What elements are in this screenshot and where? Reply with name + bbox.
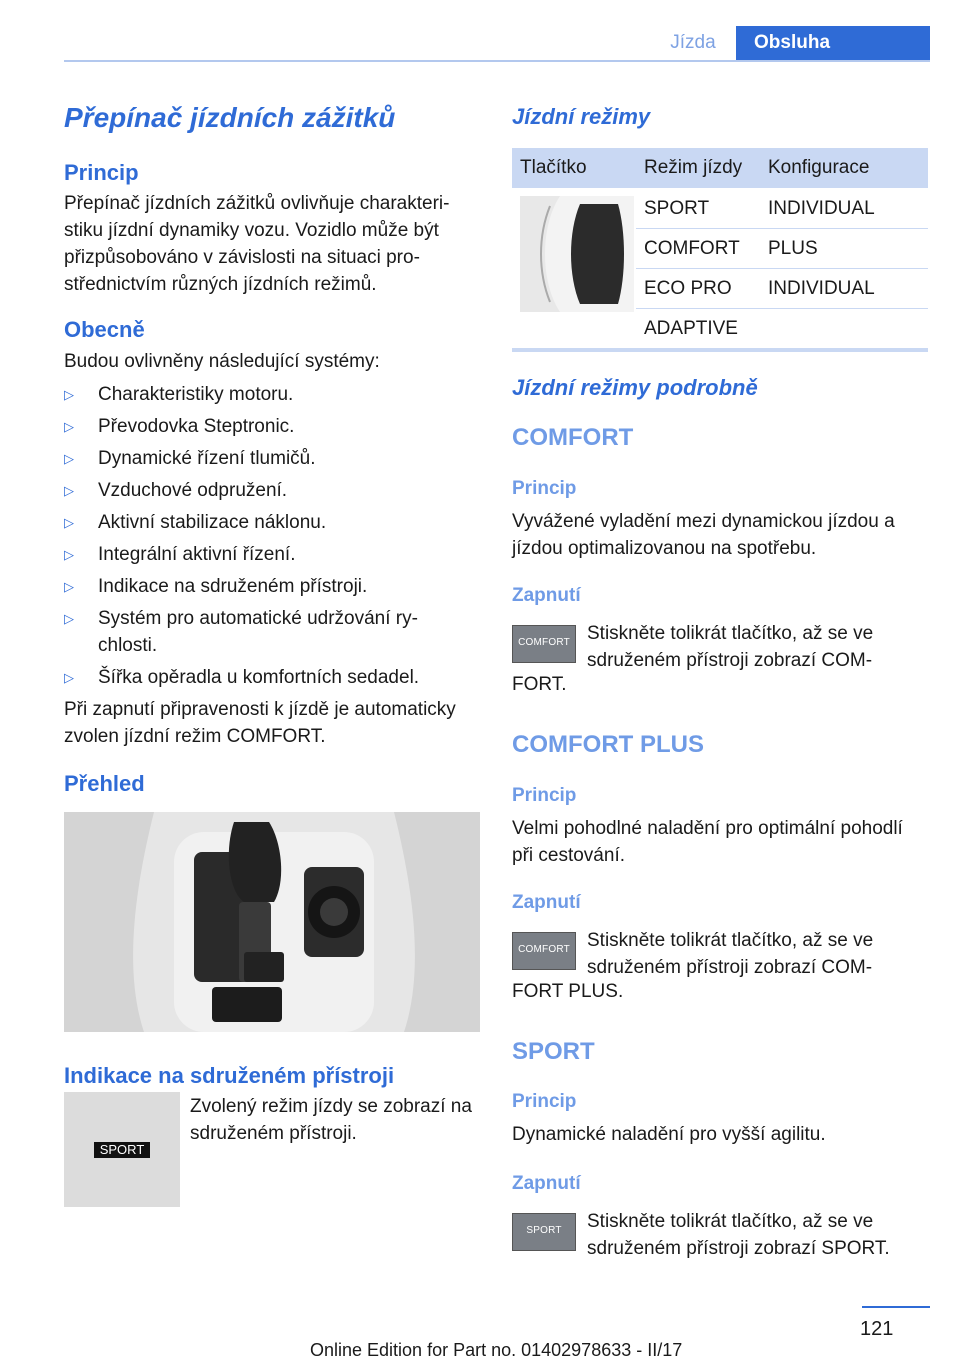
sport-display-image (64, 1092, 180, 1207)
table-cell: ECO PRO (644, 278, 732, 299)
table-cell: SPORT (644, 198, 710, 219)
table-header-cell: Tlačítko (520, 157, 587, 178)
sport-display-label: SPORT (94, 1142, 150, 1158)
table-cell: ADAPTIVE (644, 318, 738, 339)
edition-footer: Online Edition for Part no. 01402978633 - II/17 (310, 1340, 683, 1360)
sport-heading: SPORT (512, 1038, 595, 1065)
triangle-bullet-icon: ▷ (64, 387, 74, 402)
comfort-plus-button-image: COMFORT (512, 932, 576, 970)
page-number: 121 (860, 1318, 894, 1340)
triangle-bullet-icon: ▷ (64, 515, 74, 530)
triangle-bullet-icon: ▷ (64, 611, 74, 626)
comfort-zapnuti-tail: FORT. (512, 674, 567, 695)
triangle-bullet-icon: ▷ (64, 451, 74, 466)
comfort-plus-heading: COMFORT PLUS (512, 731, 704, 758)
indikace-heading: Indikace na sdruženém přístroji (64, 1063, 395, 1088)
header-divider (64, 60, 930, 62)
triangle-bullet-icon: ▷ (64, 579, 74, 594)
table-divider (636, 228, 928, 229)
comfort-princip-heading: Princip (512, 478, 577, 499)
page-title: Přepínač jízdních zážitků (64, 102, 396, 133)
comfort-heading: COMFORT (512, 424, 634, 451)
sport-button-image: SPORT (512, 1213, 576, 1251)
footer-divider (862, 1306, 930, 1308)
table-header (512, 148, 928, 188)
table-cell: COMFORT (644, 238, 740, 259)
comfort-plus-zapnuti-heading: Zapnutí (512, 892, 581, 913)
table-bottom-border (512, 348, 928, 352)
sport-zapnuti-text: Stiskněte tolikrát tlačítko, až se ve sdruženém přístroji zobrazí SPORT. (587, 1211, 890, 1259)
comfort-zapnuti-heading: Zapnutí (512, 585, 581, 606)
table-cell: INDIVIDUAL (768, 278, 875, 299)
prehled-heading: Přehled (64, 771, 145, 796)
table-divider (636, 268, 928, 269)
comfort-plus-zapnuti-tail: FORT PLUS. (512, 981, 624, 1002)
table-cell: PLUS (768, 238, 818, 259)
table-header-cell: Režim jízdy (644, 157, 743, 178)
comfort-plus-princip-heading: Princip (512, 785, 577, 806)
obecne-heading: Obecně (64, 317, 145, 342)
table-header-cell: Konfigurace (768, 157, 870, 178)
podrobne-heading: Jízdní režimy podrobně (512, 375, 758, 400)
sport-princip-text: Dynamické naladění pro vyšší agilitu. (512, 1124, 826, 1145)
tab-obsluha[interactable]: Obsluha (736, 26, 930, 60)
princip-text: Přepínač jízdních zážitků ovlivňuje charakteri- stiku jízdní dynamiky vozu. Vozidlo může být přizpůsobováno v závislosti na situaci pro- střednictvím různých jízdních režimů. (64, 193, 450, 295)
tab-jizda[interactable]: Jízda (670, 32, 716, 53)
triangle-bullet-icon: ▷ (64, 670, 74, 685)
sport-princip-heading: Princip (512, 1091, 577, 1112)
triangle-bullet-icon: ▷ (64, 419, 74, 434)
indikace-text: Zvolený režim jízdy se zobrazí na sdruženém přístroji. (190, 1096, 472, 1144)
comfort-plus-zapnuti-text: Stiskněte tolikrát tlačítko, až se ve sdruženém přístroji zobrazí COM- (587, 930, 874, 978)
princip-heading: Princip (64, 160, 139, 185)
sport-zapnuti-heading: Zapnutí (512, 1173, 581, 1194)
rezimy-heading: Jízdní režimy (512, 104, 651, 129)
comfort-princip-text: Vyvážené vyladění mezi dynamickou jízdou a jízdou optimalizovanou na spotřebu. (512, 511, 895, 559)
comfort-zapnuti-text: Stiskněte tolikrát tlačítko, až se ve sdruženém přístroji zobrazí COM- (587, 623, 874, 671)
center-console-photo (64, 812, 480, 1032)
triangle-bullet-icon: ▷ (64, 547, 74, 562)
obecne-intro: Budou ovlivněny následující systémy: (64, 351, 380, 372)
after-bullets-text: Při zapnutí připravenosti k jízdě je automaticky zvolen jízdní režim COMFORT. (64, 699, 456, 747)
mode-buttons-image (520, 196, 634, 312)
comfort-plus-princip-text: Velmi pohodlné naladění pro optimální pohodlí při cestování. (512, 818, 903, 866)
triangle-bullet-icon: ▷ (64, 483, 74, 498)
table-cell: INDIVIDUAL (768, 198, 875, 219)
table-divider (636, 308, 928, 309)
comfort-button-image: COMFORT (512, 625, 576, 663)
